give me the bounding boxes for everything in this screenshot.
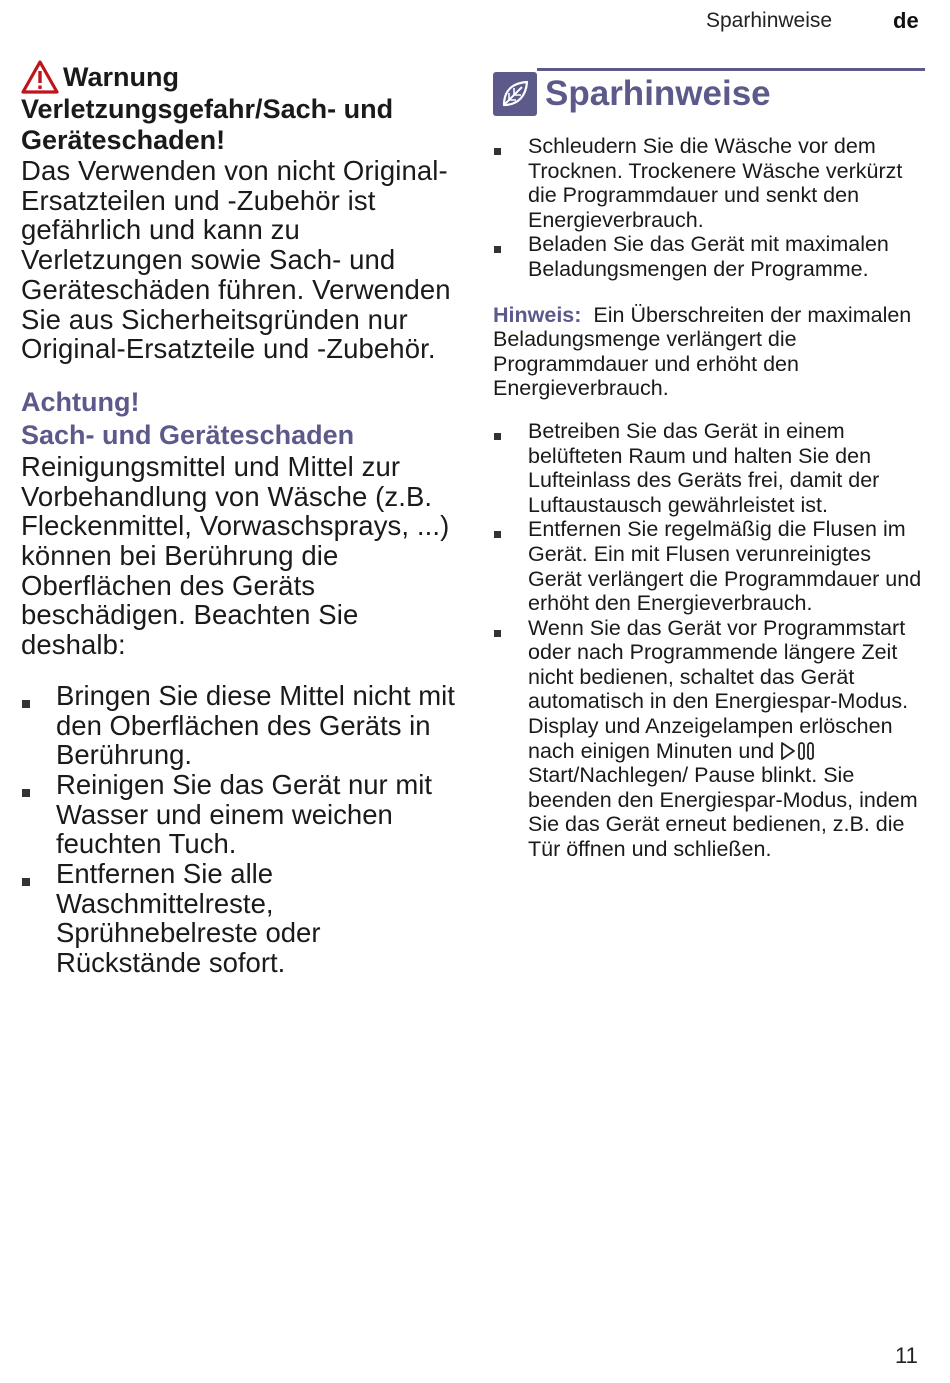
caution-bullet-list bbox=[21, 681, 461, 978]
warning-body: Das Verwenden von nicht Original-Ersatzteilen und -Zubehör ist gefährlich und kann zu Verletzungen sowie Sach- und Geräteschäden führen. Verwenden Sie aus Sicherheitsgründen nur Original-Ersatzteile und -Zubehör. bbox=[21, 155, 451, 365]
left-column bbox=[21, 60, 461, 978]
caution-heading bbox=[21, 386, 461, 452]
list-item: Beladen Sie das Gerät mit maximalen Beladungsmengen der Programme. bbox=[493, 232, 925, 281]
tips-list-1 bbox=[493, 134, 925, 282]
energy-save-text-before: Wenn Sie das Gerät vor Programmstart oder nach Programmende längere Zeit nicht bedienen, schaltet das Gerät automatisch in den Energiespar-Modus. Display und Anzeigelampen erlöschen nach einigen Minuten und bbox=[528, 615, 909, 763]
header-language: de bbox=[893, 8, 919, 33]
note-text: Ein Überschreiten der maximalen Beladungsmenge verlängert die Programmdauer und erhöht den Energieverbrauch. bbox=[493, 302, 912, 401]
list-item bbox=[493, 616, 925, 862]
list-item: Bringen Sie diese Mittel nicht mit den Oberflächen des Geräts in Berührung. bbox=[21, 681, 461, 770]
list-item: Schleudern Sie die Wäsche vor dem Trocknen. Trockenere Wäsche verkürzt die Programmdauer und senkt den Energieverbrauch. bbox=[493, 134, 925, 232]
caution-subtitle: Sach- und Geräteschaden bbox=[21, 419, 355, 450]
section-rule bbox=[537, 68, 925, 71]
caution-body: Reinigungsmittel und Mittel zur Vorbehandlung von Wäsche (z.B. Fleckenmittel, Vorwaschsprays, ...) können bei Berührung die Oberflächen des Geräts beschädigen. Beachten Sie deshalb: bbox=[21, 450, 450, 661]
section-title: Sparhinweise bbox=[545, 74, 771, 113]
leaf-icon bbox=[493, 72, 537, 116]
energy-save-text-after: blinkt. Sie beenden den Energiespar-Modus, indem Sie das Gerät erneut bedienen, z.B. die Tür öffnen und schließen. bbox=[528, 763, 918, 862]
right-column bbox=[493, 68, 925, 862]
list-item: Betreiben Sie das Gerät in einem belüfteten Raum und halten Sie den Lufteinlass des Geräts frei, damit der Luftaustausch gewährleistet ist. bbox=[493, 419, 925, 517]
warning-heading bbox=[21, 60, 461, 94]
list-item: Entfernen Sie regelmäßig die Flusen im Gerät. Ein mit Flusen verunreinigtes Gerät verlängert die Programmdauer und erhöht den Energieverbrauch. bbox=[493, 517, 925, 615]
section-heading bbox=[493, 68, 925, 116]
page-number: 11 bbox=[895, 1343, 918, 1368]
start-pause-label: Start/Nachlegen/ Pause bbox=[528, 763, 756, 788]
list-item: Entfernen Sie alle Waschmittelreste, Sprühnebelreste oder Rückstände sofort. bbox=[21, 859, 461, 978]
note-label: Hinweis: bbox=[493, 302, 582, 327]
note bbox=[493, 303, 925, 401]
warning-subtitle: Verletzungsgefahr/Sach- und Geräteschaden! bbox=[21, 94, 394, 155]
tips-list-2 bbox=[493, 419, 925, 862]
list-item: Reinigen Sie das Gerät nur mit Wasser und einem weichen feuchten Tuch. bbox=[21, 770, 461, 859]
caution-title: Achtung! bbox=[21, 386, 140, 417]
header-section-title: Sparhinweise bbox=[706, 9, 833, 32]
warning-title: Warnung bbox=[63, 62, 179, 92]
warning-triangle-icon bbox=[21, 60, 59, 94]
start-pause-icon bbox=[780, 741, 820, 761]
